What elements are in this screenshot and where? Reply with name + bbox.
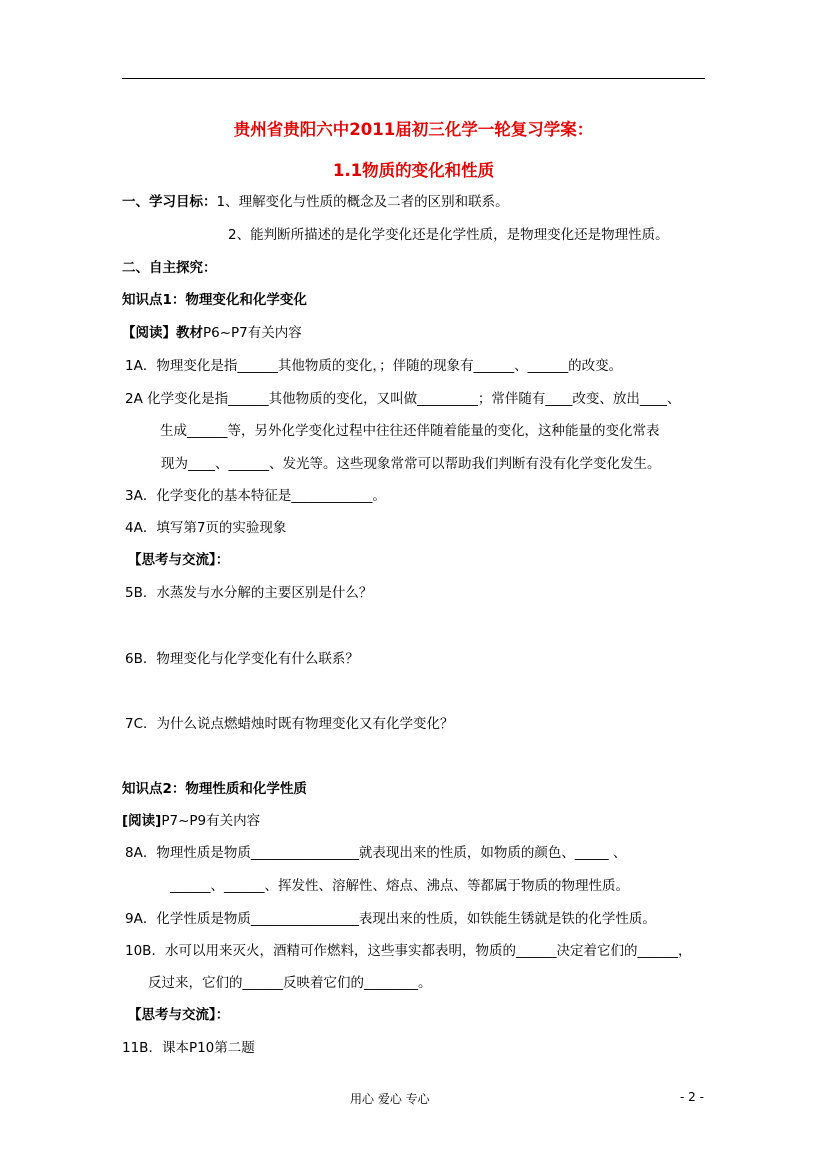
question-5b: 5B．水蒸发与水分解的主要区别是什么？ bbox=[125, 585, 373, 601]
question-2a-cont: 生成______等，另外化学变化过程中往往还伴随着能量的变化，这种能量的变化常表 bbox=[160, 423, 660, 439]
document-title: 贵州省贵阳六中2011届初三化学一轮复习学案： bbox=[233, 120, 594, 139]
section-objectives bbox=[122, 196, 509, 210]
question-10b-cont: 反过来，它们的______反映着它们的________。 bbox=[148, 975, 432, 991]
reading-label-2: [阅读] bbox=[122, 813, 162, 829]
question-9a: 9A．化学性质是物质________________表现出来的性质，如铁能生锈就是铁的化学性质。 bbox=[125, 911, 656, 927]
document-subtitle: 1.1物质的变化和性质 bbox=[332, 161, 495, 180]
knowledge-point-2: 知识点2：物理性质和化学性质 bbox=[122, 781, 307, 797]
reading-1 bbox=[122, 327, 302, 341]
question-2a-cont2: 现为____、______、发光等。这些现象常常可以帮助我们判断有没有化学变化发生。 bbox=[161, 456, 661, 472]
reading-2 bbox=[122, 815, 260, 829]
question-10b: 10B．水可以用来灭火，酒精可作燃料，这些事实都表明，物质的______决定着它们的______， bbox=[125, 943, 692, 959]
question-6b: 6B．物理变化与化学变化有什么联系？ bbox=[125, 651, 359, 667]
question-7c: 7C．为什么说点燃蜡烛时既有物理变化又有化学变化？ bbox=[125, 716, 454, 732]
question-1a: 1A．物理变化是指______其他物质的变化，；伴随的现象有______、______的改变。 bbox=[125, 358, 623, 374]
header-rule bbox=[122, 78, 705, 79]
reading-range-2: P7~P9有关内容 bbox=[161, 813, 261, 829]
objective-2: 2、能判断所描述的是化学变化还是化学性质，是物理变化还是物理性质。 bbox=[228, 227, 669, 243]
question-4a: 4A．填写第7页的实验现象 bbox=[125, 520, 287, 536]
knowledge-point-1: 知识点1：物理变化和化学变化 bbox=[122, 292, 307, 308]
discussion-heading-1: 【思考与交流】： bbox=[128, 552, 230, 568]
objective-1: 1、理解变化与性质的概念及二者的区别和联系。 bbox=[216, 194, 509, 210]
question-11b: 11B．课本P10第二题 bbox=[122, 1040, 255, 1056]
question-8a-cont: ______、______、挥发性、溶解性、熔点、沸点、等都属于物质的物理性质。 bbox=[170, 878, 629, 894]
question-8a: 8A．物理性质是物质________________就表现出来的性质，如物质的颜色、_____ 、 bbox=[125, 845, 627, 861]
reading-range: P6~P7有关内容 bbox=[203, 325, 302, 341]
discussion-heading-2: 【思考与交流】： bbox=[128, 1007, 230, 1023]
section-explore: 二、自主探究： bbox=[122, 260, 217, 276]
question-3a: 3A．化学变化的基本特征是____________。 bbox=[125, 488, 386, 504]
section-heading: 一、学习目标： bbox=[122, 194, 217, 210]
footer-motto: 用心 爱心 专心 bbox=[350, 1092, 430, 1106]
page-number: - 2 - bbox=[680, 1090, 704, 1104]
reading-label: 【阅读】教材 bbox=[122, 325, 203, 341]
question-2a: 2A 化学变化是指______其他物质的变化，又叫做_________；常伴随有____改变、放出____、 bbox=[125, 391, 681, 407]
